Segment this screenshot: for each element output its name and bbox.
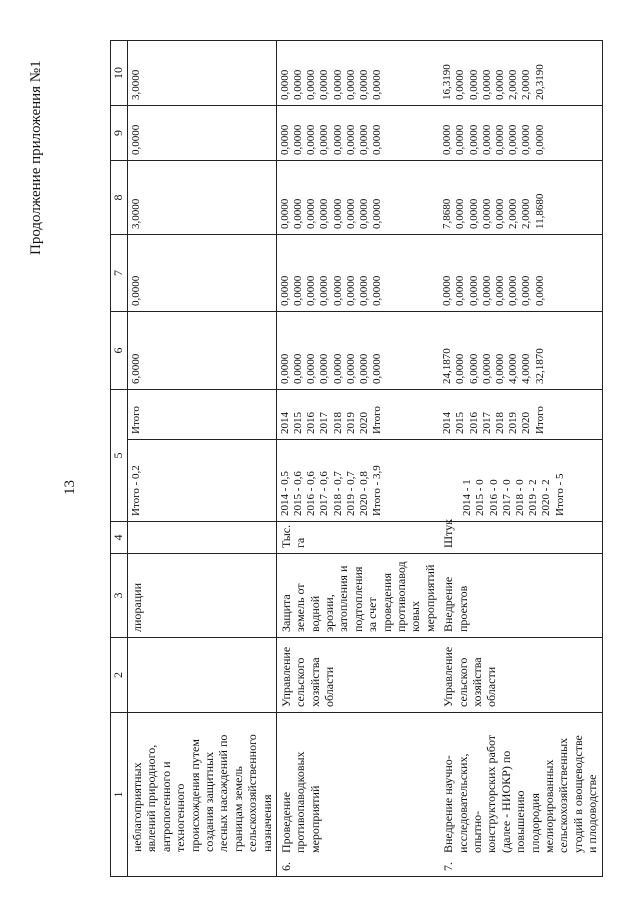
row7-indicator: Внедрение проектов	[439, 554, 602, 638]
row7-targets: 2014 - 1 2015 - 0 2016 - 0 2017 - 0 2018 - 0 2019 - 2 2020 - 2 Итого - 5	[439, 440, 602, 522]
col-num-9: 9	[111, 106, 128, 161]
row6-regional: 0,0000 0,0000 0,0000 0,0000 0,0000 0,0000 0,0000 0,0000	[276, 161, 439, 235]
col-num-10: 10	[111, 41, 128, 106]
cont-regional: 3,0000	[128, 161, 277, 235]
row7-unit: Штук	[439, 522, 602, 554]
row7-executor: Управление сельского хозяйства области	[439, 638, 602, 713]
table-row-6	[276, 41, 439, 877]
row7-description: 7. Внедрение научно- исследовательских, опытно- конструкторских работ (далее - НИОКР) по повышению плодородия мелиорированных сельскохозяйственных угодий в овощеводстве и плодоводстве	[439, 713, 602, 877]
col-num-4: 4	[111, 522, 128, 554]
row7-federal: 0,0000 0,0000 0,0000 0,0000 0,0000 0,0000 0,0000 0,0000	[439, 235, 602, 312]
col-num-1: 1	[111, 713, 128, 877]
appendix-continuation-title: Продолжение приложения №1	[28, 60, 44, 255]
row7-local: 0,0000 0,0000 0,0000 0,0000 0,0000 0,0000 0,0000 0,0000	[439, 106, 602, 161]
table-row-7	[439, 41, 602, 877]
program-table	[110, 40, 603, 877]
col-num-7: 7	[111, 235, 128, 312]
cont-unit	[128, 522, 277, 554]
cont-executor	[128, 638, 277, 713]
table-row-continuation	[128, 41, 277, 877]
col-num-2: 2	[111, 638, 128, 713]
row6-total: 0,0000 0,0000 0,0000 0,0000 0,0000 0,0000 0,0000 0,0000	[276, 312, 439, 390]
column-number-row	[111, 41, 128, 877]
cont-target: Итого - 0,2	[128, 440, 277, 522]
row6-years: 2014 2015 2016 2017 2018 2019 2020 Итого	[276, 390, 439, 440]
cont-extra: 3,0000	[128, 41, 277, 106]
cont-total: 6,0000	[128, 312, 277, 390]
cont-year: Итого	[128, 390, 277, 440]
row7-total: 24,1870 0,0000 6,0000 0,0000 0,0000 4,0000 4,0000 32,1870	[439, 312, 602, 390]
row6-executor: Управление сельского хозяйства области	[276, 638, 439, 713]
page-number: 13	[62, 480, 78, 495]
row6-description: 6. Проведение противопаводковых мероприятий	[276, 713, 439, 877]
row7-years: 2014 2015 2016 2017 2018 2019 2020 Итого	[439, 390, 602, 440]
row6-indicator: Защита земель от водной эрозии, затопления и подтопления за счет проведения противопавод ковых мероприятий	[276, 554, 439, 638]
row7-regional: 7,8680 0,0000 0,0000 0,0000 0,0000 2,0000 2,0000 11,8680	[439, 161, 602, 235]
cont-description: неблагоприятных явлений природного, антропогенного и техногенного происхождения путем создания защитных лесных насаждений по границам земель сельскохозяйственного назначения	[128, 713, 277, 877]
row6-number: 6.	[278, 862, 293, 871]
row6-local: 0,0000 0,0000 0,0000 0,0000 0,0000 0,0000 0,0000 0,0000	[276, 106, 439, 161]
cont-local: 0,0000	[128, 106, 277, 161]
row6-targets: 2014 - 0,5 2015 - 0,6 2016 - 0,6 2017 - 0,6 2018 - 0,7 2019 - 0,7 2020 - 0,8 Итого - 3,9	[276, 440, 439, 522]
col-num-6: 6	[111, 312, 128, 390]
cont-indicator: лиорации	[128, 554, 277, 638]
row6-extra: 0,0000 0,0000 0,0000 0,0000 0,0000 0,0000 0,0000 0,0000	[276, 41, 439, 106]
row6-federal: 0,0000 0,0000 0,0000 0,0000 0,0000 0,0000 0,0000 0,0000	[276, 235, 439, 312]
row7-number: 7.	[441, 862, 456, 871]
row7-extra: 16,3190 0,0000 0,0000 0,0000 0,0000 2,0000 2,0000 20,3190	[439, 41, 602, 106]
col-num-3: 3	[111, 554, 128, 638]
col-num-8: 8	[111, 161, 128, 235]
row6-unit: Тыс. га	[276, 522, 439, 554]
col-num-5: 5	[111, 390, 128, 522]
cont-federal: 0,0000	[128, 235, 277, 312]
